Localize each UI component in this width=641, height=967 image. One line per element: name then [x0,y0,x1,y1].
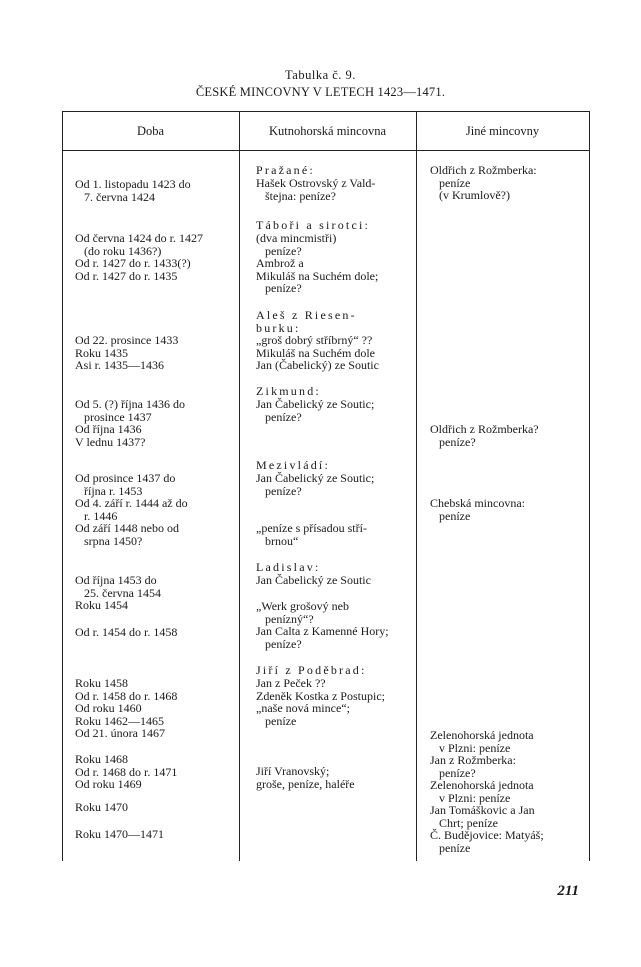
table-header-rule [62,150,590,151]
table-cell: Od června 1424 do r. 1427 (do roku 1436?) Od r. 1427 do r. 1433(?) Od r. 1427 do r. 1435 [75,231,203,283]
table-cell: Jan Čabelický ze Soutic; peníze? [256,471,375,498]
table-cell: Zelenohorská jednota v Plzni: peníze Jan z Rožmberka: peníze? Zelenohorská jednota v Plzni: peníze Jan Tomáškovic a Jan Chrt; peníze Č. Budějovice: Matyáš; peníze [430,728,544,855]
ruler-heading: Zikmund: [256,384,321,398]
table-cell: Roku 1468 Od r. 1468 do r. 1471 Od roku 1469 [75,752,178,791]
table-cell: „groš dobrý stříbrný“ ?? Mikuláš na Suchém dole Jan (Čabelický) ze Soutic [256,333,379,372]
table-cell: „Werk grošový neb penízný“? Jan Calta z Kamenné Hory; peníze? [256,599,389,651]
page-number: 211 [557,883,579,899]
table-cell: Chebská mincovna: peníze [430,496,525,523]
header-jine: Jiné mincovny [465,124,540,138]
table-cell: Oldřich z Rožmberka? peníze? [430,422,539,449]
table-cell: Roku 1470—1471 [75,827,165,841]
ruler-heading: Ladislav: [256,560,321,574]
table-cell: Hašek Ostrovský z Vald- štejna: peníze? [256,176,376,203]
ruler-heading: Jiří z Poděbrad: [256,663,367,677]
ruler-heading: Mezivládí: [256,458,330,472]
header-kutnohorska: Kutnohorská mincovna [269,124,386,138]
table-cell: Od 1. listopadu 1423 do 7. června 1424 [75,177,191,204]
ruler-heading: Táboři a sirotci: [256,218,371,232]
column-divider-2 [416,111,417,861]
header-doba: Doba [136,124,165,138]
table-cell: „peníze s přísadou stří- brnou“ [256,521,367,548]
table-right-border [589,111,590,861]
ruler-heading: Pražané: [256,163,315,177]
table-cell: Od 5. (?) října 1436 do prosince 1437 Od října 1436 V lednu 1437? [75,397,185,449]
table-left-border [62,111,63,861]
table-cell: (dva mincmistři) peníze? Ambrož a Mikuláš na Suchém dole; peníze? [256,231,379,295]
table-cell: Jan z Peček ?? Zdeněk Kostka z Postupic; „naše nová mince“; peníze [256,676,385,728]
table-cell: Roku 1458 Od r. 1458 do r. 1468 Od roku 1460 Roku 1462—1465 Od 21. února 1467 [75,676,178,740]
table-cell: Oldřich z Rožmberka: peníze (v Krumlově?) [430,163,537,202]
table-cell: Od 22. prosince 1433 Roku 1435 Asi r. 1435—1436 [75,333,179,372]
table-cell: Jiří Vranovský; groše, peníze, haléře [256,764,355,791]
table-cell: Jan Čabelický ze Soutic; peníze? [256,397,375,424]
table-caption: Tabulka č. 9. [285,68,356,82]
column-divider-1 [239,111,240,861]
table-cell: Jan Čabelický ze Soutic [256,573,371,587]
table-top-rule [62,111,590,112]
table-title: ČESKÉ MINCOVNY V LETECH 1423—1471. [195,85,446,99]
table-cell: Roku 1470 [75,800,129,814]
table-cell: Od října 1453 do 25. června 1454 Roku 1454 [75,573,161,612]
table-cell: Od prosince 1437 do října r. 1453 Od 4. září r. 1444 až do r. 1446 Od září 1448 nebo od srpna 1450? [75,471,188,548]
ruler-heading: Aleš z Riesen- burku: [256,308,357,335]
table-cell: Od r. 1454 do r. 1458 [75,625,178,639]
